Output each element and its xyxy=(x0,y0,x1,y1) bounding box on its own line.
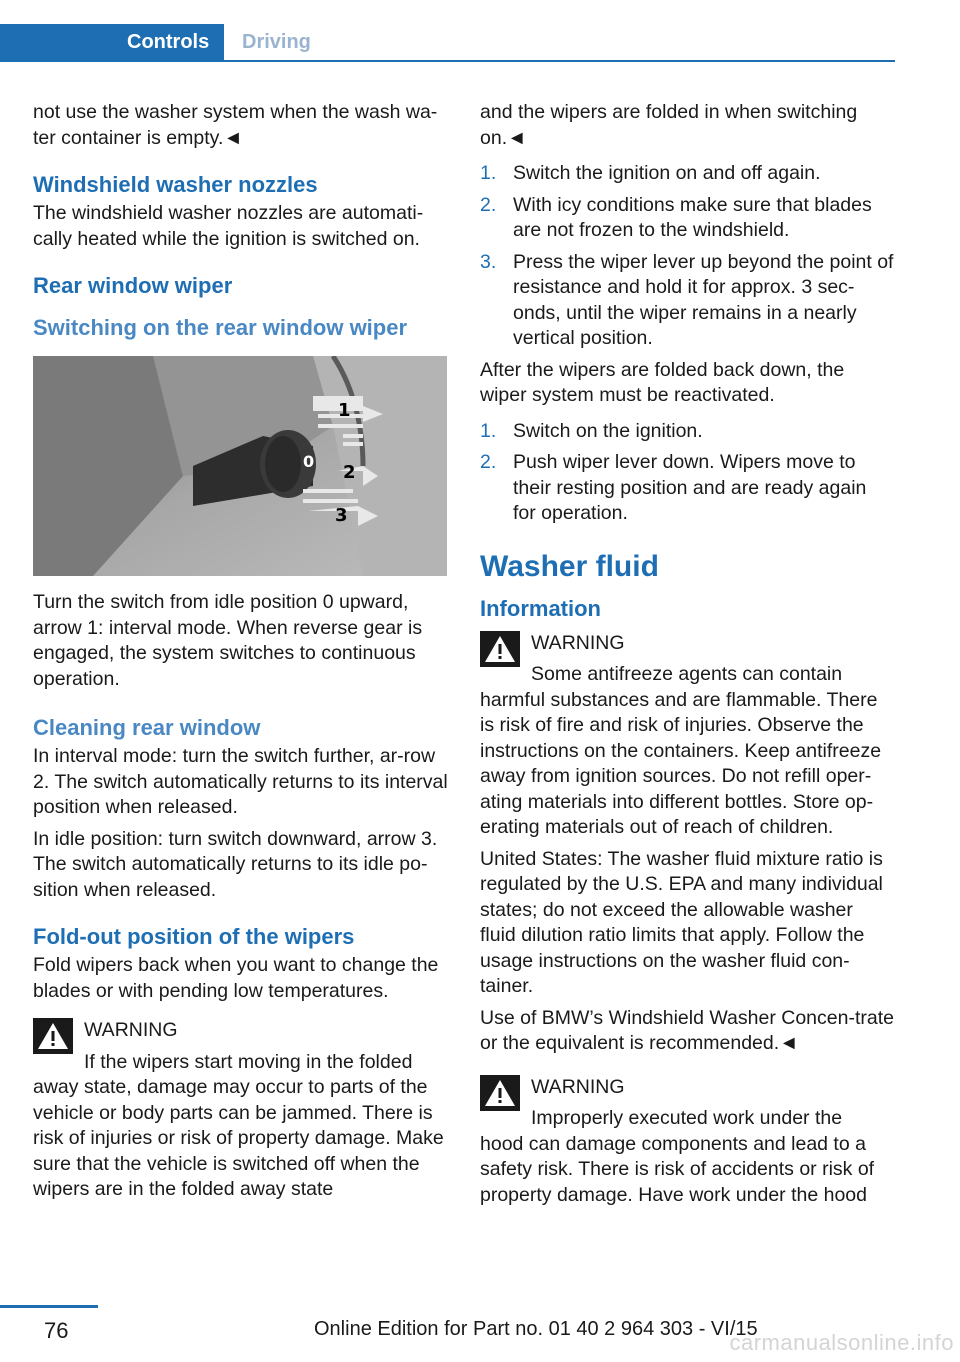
list-text: Switch the ignition on and off again. xyxy=(513,162,821,184)
rear-wiper-switch-photo xyxy=(33,356,447,576)
heading-cleaning-rear-window: Cleaning rear window xyxy=(33,715,261,740)
heading-foldout-position: Fold-out position of the wipers xyxy=(33,924,355,949)
warning-first-line: If the wipers start moving in the folded xyxy=(84,1050,413,1073)
left-column xyxy=(33,100,449,1209)
list-item xyxy=(480,450,894,527)
tab-controls[interactable]: Controls xyxy=(0,24,224,61)
heading-washer-nozzles: Windshield washer nozzles xyxy=(33,172,318,197)
heading-rear-window-wiper: Rear window wiper xyxy=(33,273,233,298)
figure-label-0: 0 xyxy=(303,452,315,471)
warning-text: away state, damage may occur to parts of the vehicle or body parts can be jammed. There is risk of injuries or risk of property damage. Make sure that the vehicle is switched off when the wipers are in the folded away state xyxy=(33,1076,444,1200)
intro-text: not use the washer system when the wash wa-ter container is empty.◄ xyxy=(33,101,438,149)
warning-icon xyxy=(33,1018,73,1054)
warning-label: WARNING xyxy=(84,1019,178,1041)
list-text: With icy conditions make sure that blades are not frozen to the windshield. xyxy=(513,193,872,241)
list-number: 1. xyxy=(480,419,497,442)
heading-information: Information xyxy=(480,595,601,621)
warning-first-line: Some antifreeze agents can contain xyxy=(531,663,843,685)
rear-wiper-switch-illustration xyxy=(33,356,447,576)
figure-label-2: 2 xyxy=(343,462,356,483)
list-text: Press the wiper lever up beyond the point of resistance and hold it for approx. 3 sec-onds, until the wiper remains in a nearly vertical position. xyxy=(513,250,894,349)
list-number: 2. xyxy=(480,451,497,473)
warning-foldout xyxy=(33,1018,449,1203)
right-column xyxy=(480,100,894,1214)
list-item xyxy=(480,161,894,187)
list-item xyxy=(480,193,894,244)
warning-antifreeze xyxy=(480,631,894,841)
foldout-text: Fold wipers back when you want to change the blades or with pending low temperatures. xyxy=(33,954,439,1002)
heading-washer-fluid: Washer fluid xyxy=(480,549,659,583)
figure-label-3: 3 xyxy=(335,505,348,526)
warning-icon xyxy=(480,1075,520,1111)
steps-list-reactivate xyxy=(480,419,894,527)
cleaning-text-interval: In interval mode: turn the switch further, ar-row 2. The switch automatically returns to its interval position when released. xyxy=(33,745,448,818)
tab-driving[interactable]: Driving xyxy=(242,31,311,53)
list-item xyxy=(480,419,894,445)
heading-switching-rear-wiper: Switching on the rear window wiper xyxy=(33,315,408,340)
footer-rule xyxy=(0,1305,98,1308)
page-number: 76 xyxy=(44,1318,69,1343)
list-number: 2. xyxy=(480,193,497,216)
warning-hood xyxy=(480,1075,894,1209)
steps-list-fold xyxy=(480,161,894,352)
warning-text: harmful substances and are flammable. There is risk of fire and risk of injuries. Observe the instructions on the containers. Keep antifreeze away from ignition sources. Do not refill oper-ating materials into different bottles. Store op-erating materials out of reach of children. xyxy=(480,688,882,838)
watermark: carmanualsonline.info xyxy=(729,1330,954,1355)
us-regulation-text: United States: The washer fluid mixture ratio is regulated by the U.S. EPA and many individual states; do not exceed the allowable washer fluid dilution ratio limits that apply. Follow the usage instructions on the washer fluid con-tainer. xyxy=(480,847,883,997)
figure-label-1: 1 xyxy=(338,400,351,421)
edition-text: Online Edition for Part no. 01 40 2 964 303 - VI/15 xyxy=(314,1318,758,1340)
warning-text: hood can damage components and lead to a safety risk. There is risk of accidents or risk of property damage. Have work under the hood xyxy=(480,1132,875,1206)
after-text: After the wipers are folded back down, the wiper system must be reactivated. xyxy=(480,358,845,406)
list-text: Push wiper lever down. Wipers move to their resting position and are ready again for operation. xyxy=(513,451,867,524)
cleaning-text-idle: In idle position: turn switch downward, arrow 3. The switch automatically returns to its idle po-sition when released. xyxy=(33,827,438,901)
warning-label: WARNING xyxy=(531,631,625,654)
list-item xyxy=(480,250,894,352)
header-tab-bar xyxy=(0,24,895,62)
list-text: Switch on the ignition. xyxy=(513,419,703,442)
nozzles-text: The windshield washer nozzles are automati-cally heated while the ignition is switched on. xyxy=(33,202,424,250)
list-number: 3. xyxy=(480,250,497,273)
warning-first-line: Improperly executed work under the xyxy=(531,1107,843,1129)
list-number: 1. xyxy=(480,162,497,184)
warning-icon xyxy=(480,631,520,667)
warning-label: WARNING xyxy=(531,1075,625,1098)
switch-text: Turn the switch from idle position 0 upward, arrow 1: interval mode. When reverse gear is engaged, the system switches to continuous operation. xyxy=(33,591,423,690)
bmw-concentrate-text: Use of BMW’s Windshield Washer Concen-trate or the equivalent is recommended.◄ xyxy=(480,1006,894,1054)
continuation-text: and the wipers are folded in when switching on.◄ xyxy=(480,101,858,149)
